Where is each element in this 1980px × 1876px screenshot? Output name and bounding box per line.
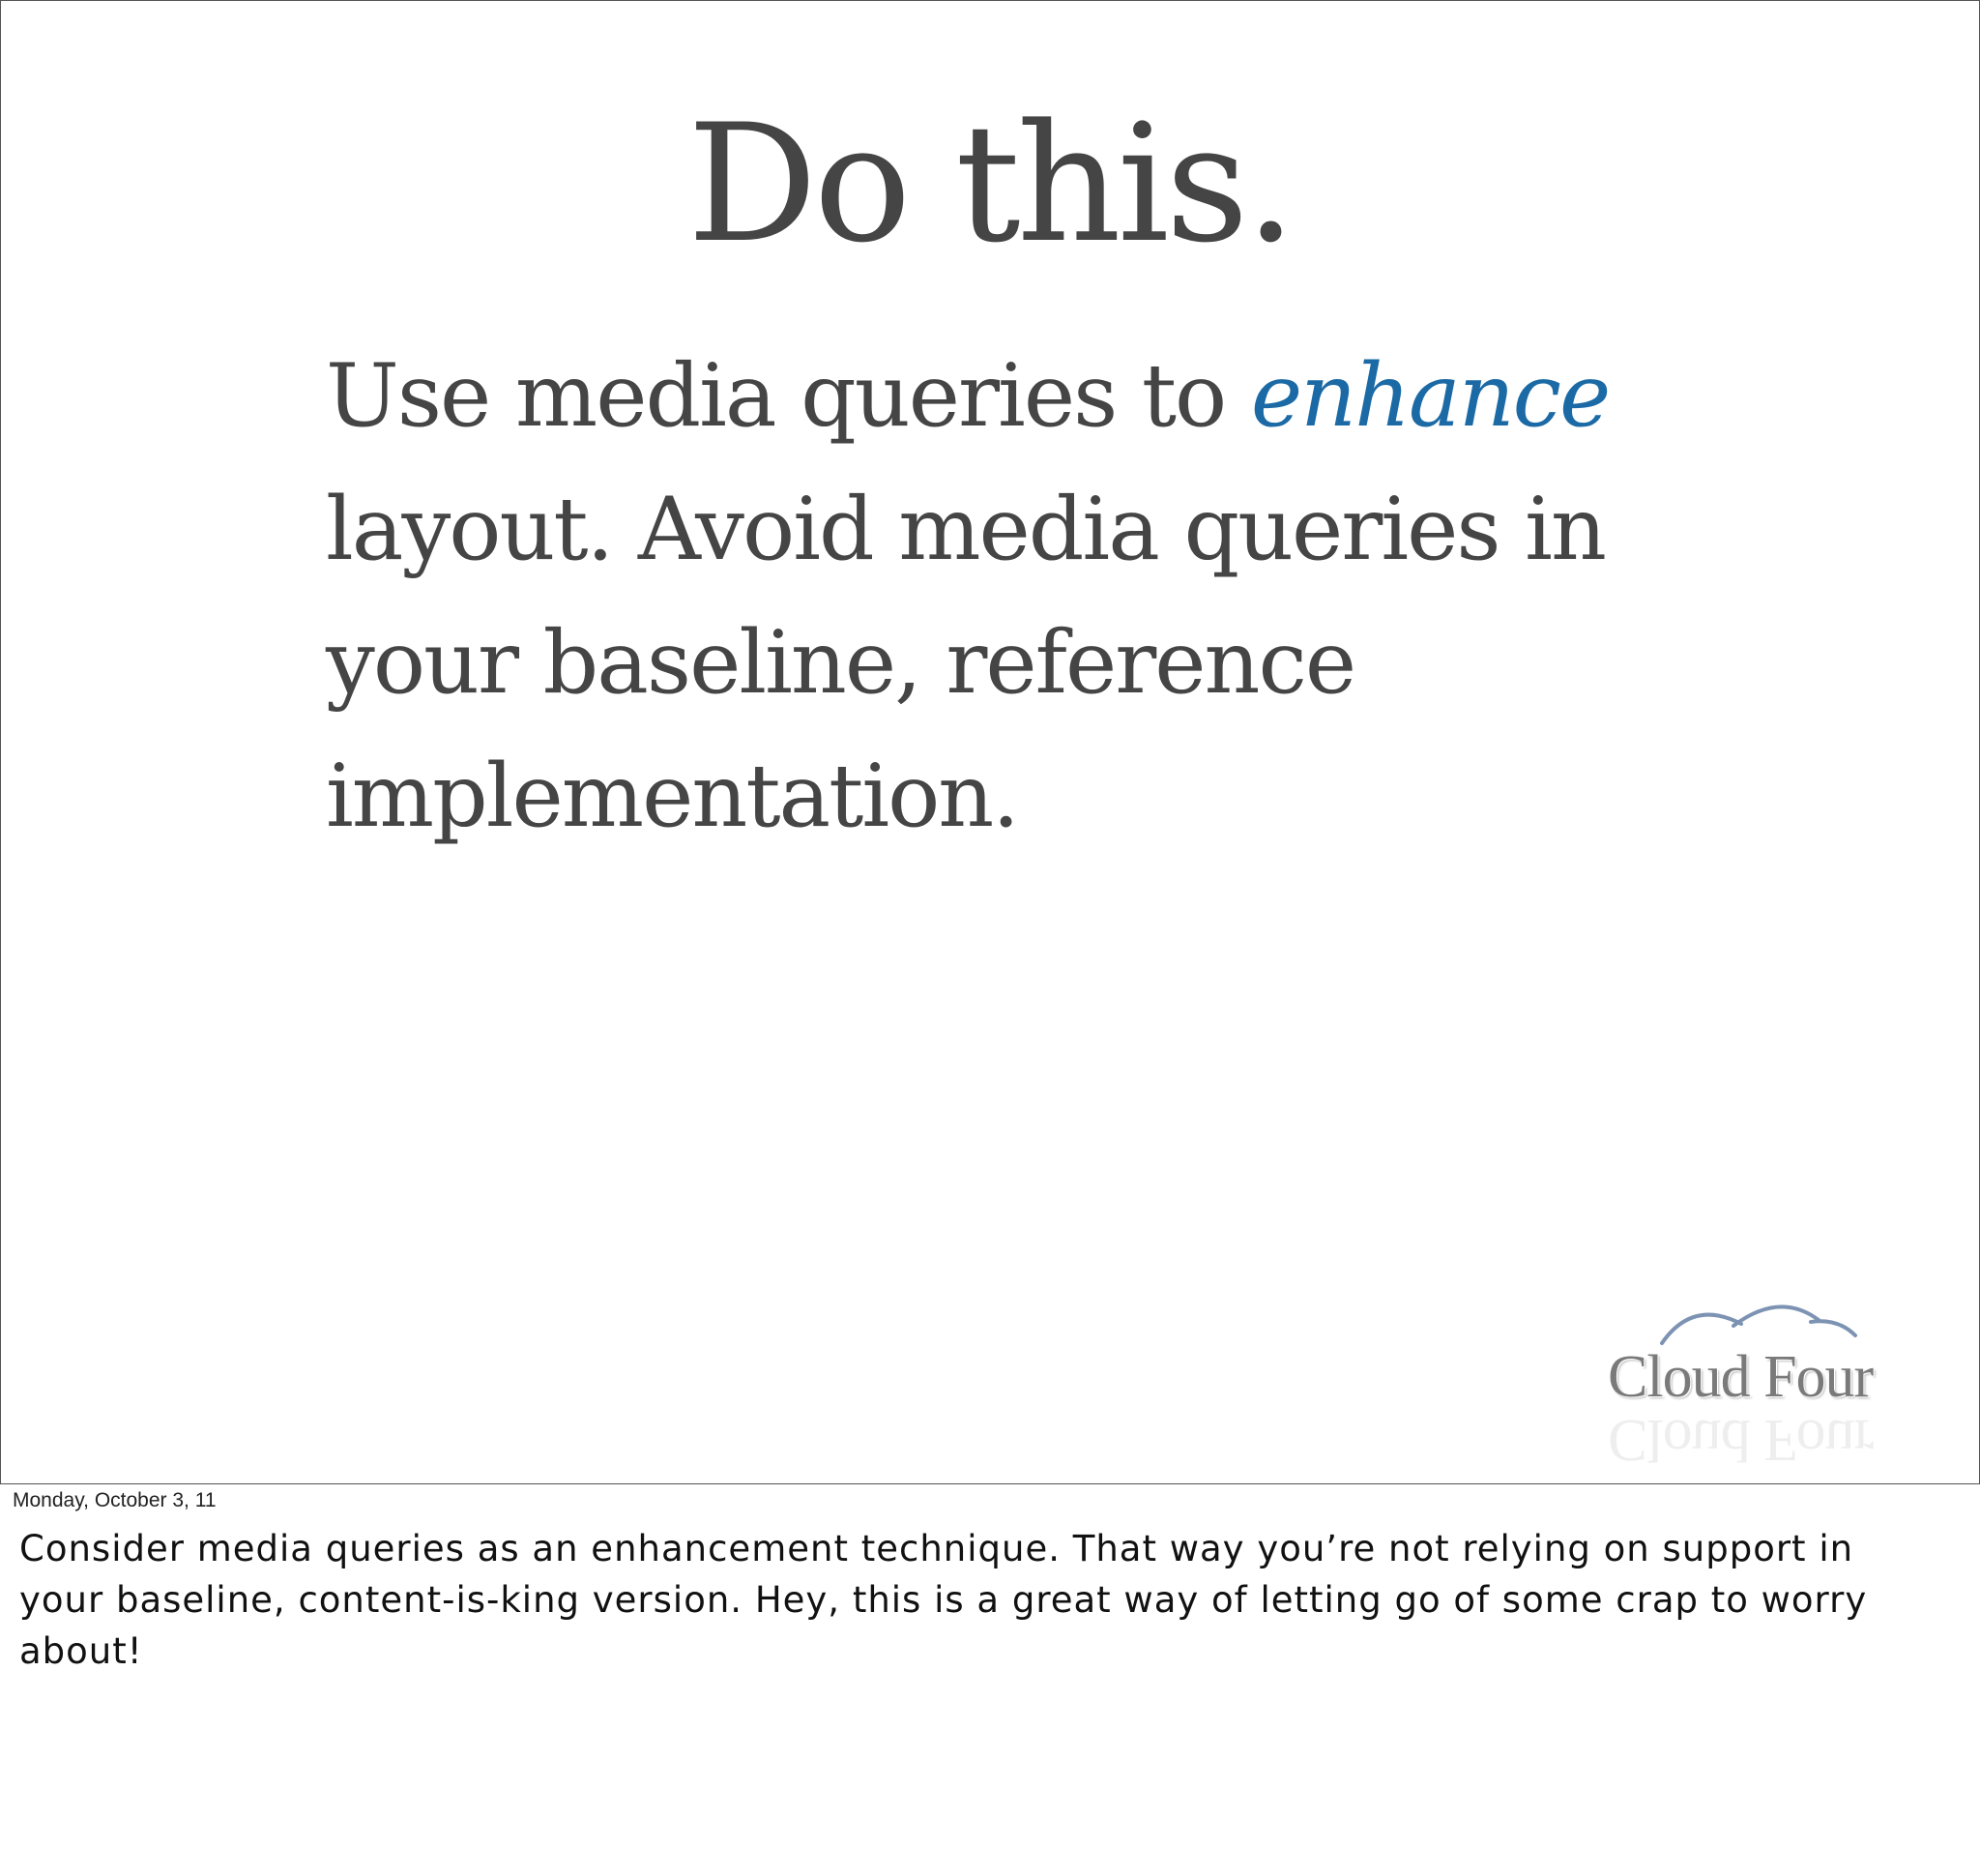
logo-text: Cloud Four <box>1608 1344 1874 1410</box>
slide-body <box>326 330 1612 864</box>
slide-body-emphasis: enhance <box>1250 345 1610 447</box>
cloud-four-logo <box>1596 1297 1906 1473</box>
notes-date: Monday, October 3, 11 <box>13 1489 217 1511</box>
logo-reflection: Cloud Four <box>1608 1407 1874 1473</box>
slide-body-text-end: layout. Avoid media queries in your baseline, reference implementation. <box>326 479 1605 847</box>
speaker-notes: Consider media queries as an enhancement technique. That way you’re not relying on support in your baseline, content-is-king version. Hey, this is a great way of letting go of some crap to worry about! <box>19 1528 1868 1672</box>
slide-title: Do this. <box>686 89 1294 278</box>
slide-body-text-start: Use media queries to <box>326 345 1251 447</box>
